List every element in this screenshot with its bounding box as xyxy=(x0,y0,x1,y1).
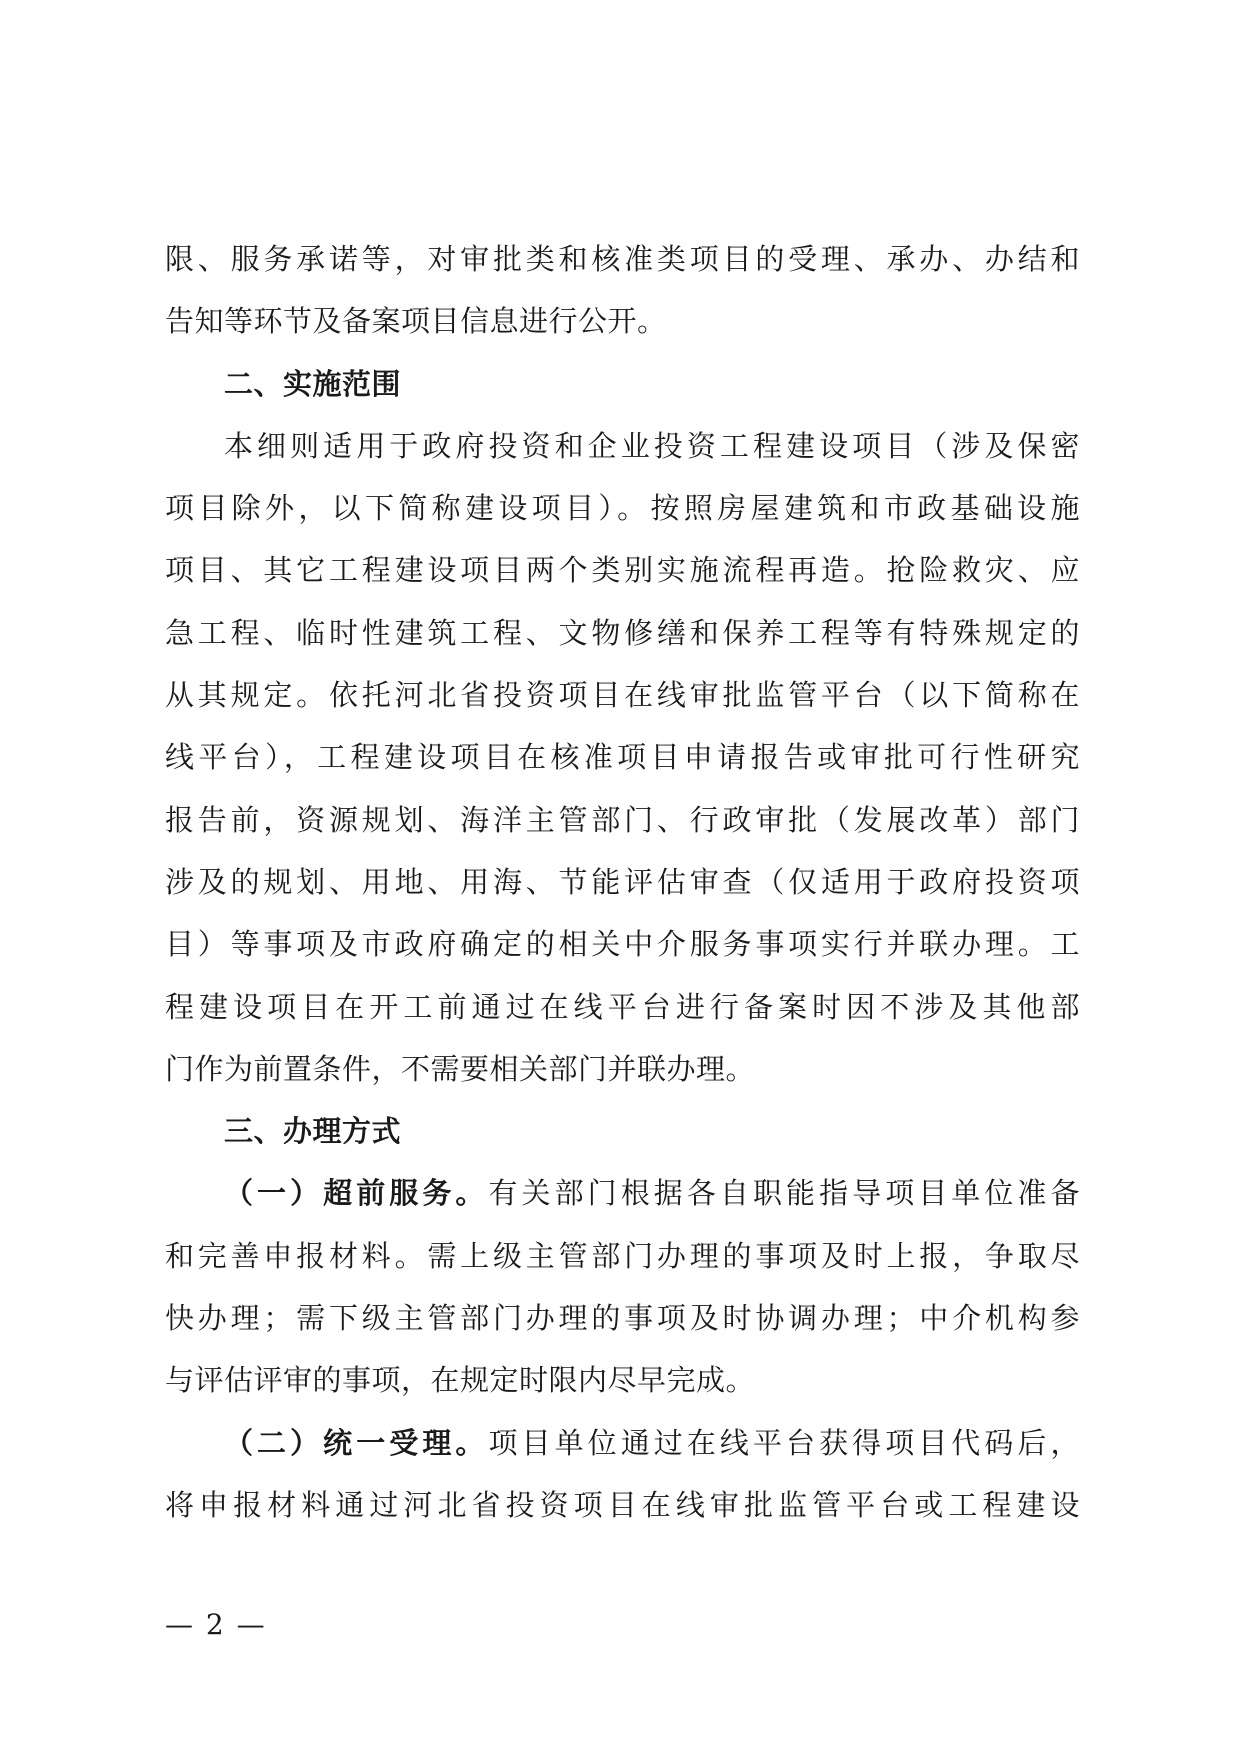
paragraph-line: 门作为前置条件，不需要相关部门并联办理。 xyxy=(165,1051,756,1086)
document-body xyxy=(165,228,1080,1536)
paragraph-line: 程建设项目在开工前通过在线平台进行备案时因不涉及其他部 xyxy=(165,989,1080,1024)
paragraph-line: 从其规定。依托河北省投资项目在线审批监管平台（以下简称在 xyxy=(165,678,1080,713)
subsection-line xyxy=(165,1162,1080,1224)
paragraph-line: 本细则适用于政府投资和企业投资工程建设项目（涉及保密 xyxy=(224,428,1080,463)
paragraph-line: 与评估评审的事项，在规定时限内尽早完成。 xyxy=(165,1363,756,1398)
paragraph-line: 涉及的规划、用地、用海、节能评估审查（仅适用于政府投资项 xyxy=(165,864,1080,899)
paragraph-line: 目）等事项及市政府确定的相关中介服务事项实行并联办理。工 xyxy=(165,927,1080,962)
paragraph-line: 将申报材料通过河北省投资项目在线审批监管平台或工程建设 xyxy=(165,1487,1080,1522)
section-heading-text: 三、办理方式 xyxy=(224,1114,402,1149)
subsection-text: 有关部门根据各自职能指导项目单位准备 xyxy=(488,1176,1080,1211)
paragraph-line: 限、服务承诺等，对审批类和核准类项目的受理、承办、办结和 xyxy=(165,242,1080,276)
page-number: — 2 — xyxy=(165,1608,267,1641)
section-heading-text: 二、实施范围 xyxy=(224,366,402,401)
paragraph-line: 急工程、临时性建筑工程、文物修缮和保养工程等有特殊规定的 xyxy=(165,615,1080,650)
section-heading xyxy=(165,1100,1080,1162)
paragraph-line: 快办理；需下级主管部门办理的事项及时协调办理；中介机构参 xyxy=(165,1301,1080,1336)
subsection-label: （二）统一受理。 xyxy=(224,1425,489,1460)
paragraph-line: 报告前，资源规划、海洋主管部门、行政审批（发展改革）部门 xyxy=(165,802,1080,837)
paragraph-line: 线平台），工程建设项目在核准项目申请报告或审批可行性研究 xyxy=(165,740,1080,775)
subsection-label: （一）超前服务。 xyxy=(224,1176,489,1211)
section-heading xyxy=(165,353,1080,415)
paragraph-line: 和完善申报材料。需上级主管部门办理的事项及时上报，争取尽 xyxy=(165,1238,1080,1273)
paragraph-line: 项目、其它工程建设项目两个类别实施流程再造。抢险救灾、应 xyxy=(165,553,1080,588)
subsection-text: 项目单位通过在线平台获得项目代码后， xyxy=(488,1425,1080,1460)
subsection-line xyxy=(165,1412,1080,1474)
paragraph-line: 项目除外，以下简称建设项目）。按照房屋建筑和市政基础设施 xyxy=(165,491,1080,526)
paragraph-line: 告知等环节及备案项目信息进行公开。 xyxy=(165,304,667,339)
